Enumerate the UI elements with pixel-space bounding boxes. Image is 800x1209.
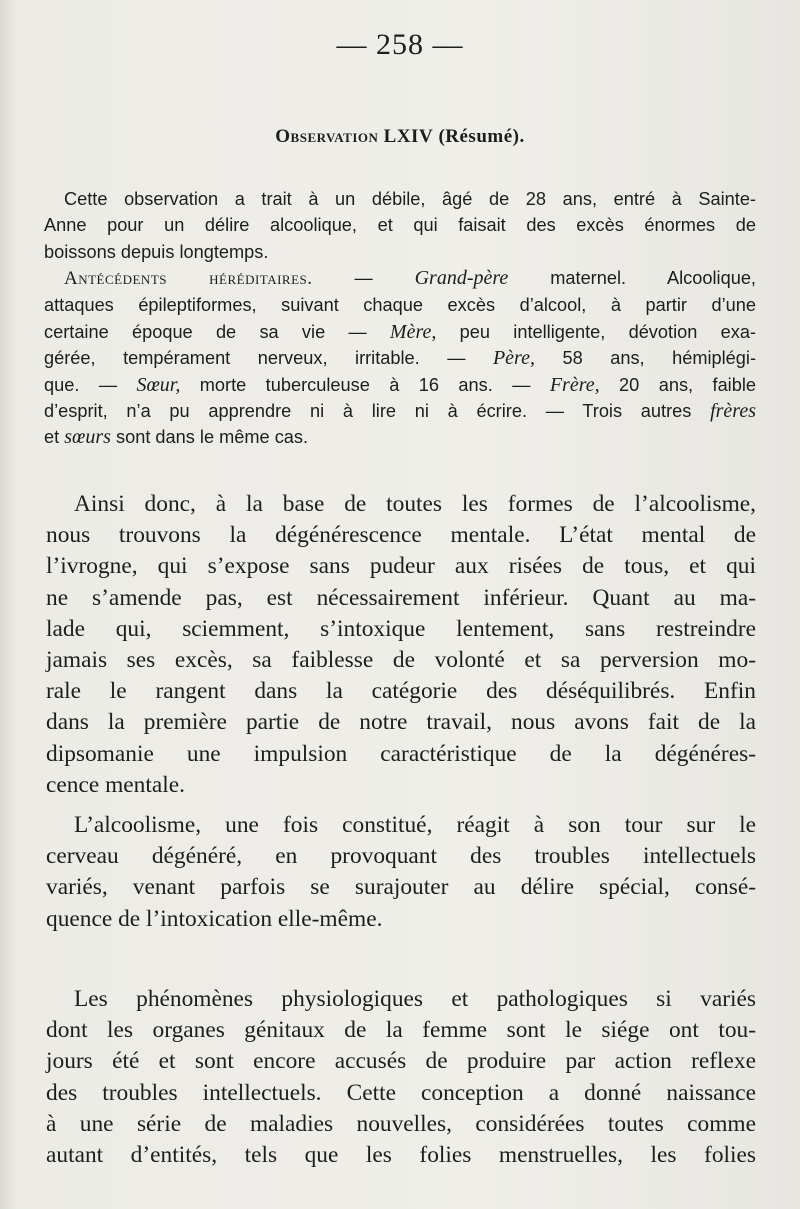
paragraph-line: L’alcoolisme, une fois constitué, réagit à son tour sur le — [74, 812, 756, 838]
hered-line — [44, 265, 756, 292]
observation-title-prefix: Observation LXIV — [275, 126, 434, 147]
hered-line: attaques épileptiformes, suivant chaque excès d’alcool, à partir d’une — [44, 295, 756, 316]
paragraph-line: ne s’amende pas, est nécessairement inférieur. Quant au ma- — [46, 584, 756, 611]
hered-freres: frères — [710, 400, 756, 423]
paragraph-line: dont les organes génitaux de la femme sont le siége ont tou- — [46, 1017, 756, 1044]
hered-text: et — [44, 427, 65, 448]
observation-title-suffix: (Résumé). — [438, 126, 525, 147]
hered-text: peu intelligente, dévotion exa- — [436, 321, 756, 342]
paragraph-2 — [46, 810, 756, 935]
paragraph-line: Ainsi donc, à la base de toutes les formes de l’alcoolisme, — [74, 491, 756, 517]
paragraph-1 — [46, 489, 756, 801]
hered-mere: Mère, — [389, 320, 437, 343]
intro-line: Cette observation a trait à un débile, âgé de 28 ans, entré à Sainte- — [64, 189, 756, 209]
paragraph-line: rale le rangent dans la catégorie des déséquilibrés. Enfin — [46, 678, 756, 705]
observation-intro — [44, 186, 756, 265]
paragraph-3 — [46, 984, 756, 1171]
hered-line — [44, 319, 756, 345]
hered-text: que. — — [44, 374, 137, 395]
observation-title — [0, 126, 800, 148]
paragraph-line: l’ivrogne, qui s’expose sans pudeur aux risées de tous, et qui — [46, 553, 756, 580]
hered-soeurs: sœurs — [64, 426, 111, 449]
paragraph-line: variés, venant parfois se surajouter au délire spécial, consé- — [46, 874, 756, 901]
intro-line: boissons depuis longtemps. — [44, 241, 269, 262]
hered-frere: Frère, — [549, 373, 600, 396]
hered-line — [44, 372, 756, 398]
intro-line: Anne pour un délire alcoolique, et qui faisait des excès énormes de — [44, 215, 756, 236]
hered-line — [44, 345, 756, 371]
hered-text: sont dans le même cas. — [110, 427, 309, 448]
page-number: — 258 — — [336, 28, 464, 61]
hered-text: 20 ans, faible — [599, 374, 756, 395]
hered-pere: Père, — [492, 347, 535, 370]
paragraph-line: à une série de maladies nouvelles, considérées toutes comme — [46, 1110, 756, 1137]
hered-text: morte tuberculeuse à 16 ans. — — [180, 374, 550, 395]
hered-grandpere: Grand-père — [414, 267, 509, 289]
paragraph-line: cerveau dégénéré, en provoquant des troubles intellectuels — [46, 843, 756, 870]
hered-label: Antécédents héréditaires. — [64, 268, 313, 289]
hereditary-antecedents — [44, 265, 756, 451]
paragraph-line: cence mentale. — [46, 771, 185, 798]
paragraph-line: jours été et sont encore accusés de produire par action reflexe — [46, 1048, 756, 1075]
hered-soeur: Sœur, — [136, 373, 181, 396]
hered-text: gérée, tempérament nerveux, irritable. — — [44, 348, 493, 369]
hered-text: certaine époque de sa vie — — [44, 321, 390, 342]
paragraph-line: dipsomanie une impulsion caractéristique de la dégénéres- — [46, 740, 756, 767]
hered-text: maternel. Alcoolique, — [508, 268, 756, 288]
paragraph-line: quence de l’intoxication elle-même. — [46, 905, 383, 932]
hered-text: — — [312, 268, 415, 288]
hered-text: d’esprit, n’a pu apprendre ni à lire ni à écrire. — Trois autres — [44, 401, 711, 422]
hered-line — [44, 398, 756, 424]
paragraph-line: nous trouvons la dégénérescence mentale. L’état mental de — [46, 522, 756, 549]
paragraph-line: jamais ses excès, sa faiblesse de volonté et sa perversion mo- — [46, 647, 756, 674]
paragraph-line: lade qui, sciemment, s’intoxique lentement, sans restreindre — [46, 615, 756, 642]
paragraph-line: autant d’entités, tels que les folies menstruelles, les folies — [46, 1142, 756, 1169]
paragraph-line: dans la première partie de notre travail, nous avons fait de la — [46, 709, 756, 736]
hered-text: 58 ans, hémiplégi- — [534, 348, 757, 369]
hered-line — [44, 424, 756, 450]
paragraph-line: des troubles intellectuels. Cette conception a donné naissance — [46, 1079, 756, 1106]
paragraph-line: Les phénomènes physiologiques et pathologiques si variés — [74, 986, 756, 1012]
